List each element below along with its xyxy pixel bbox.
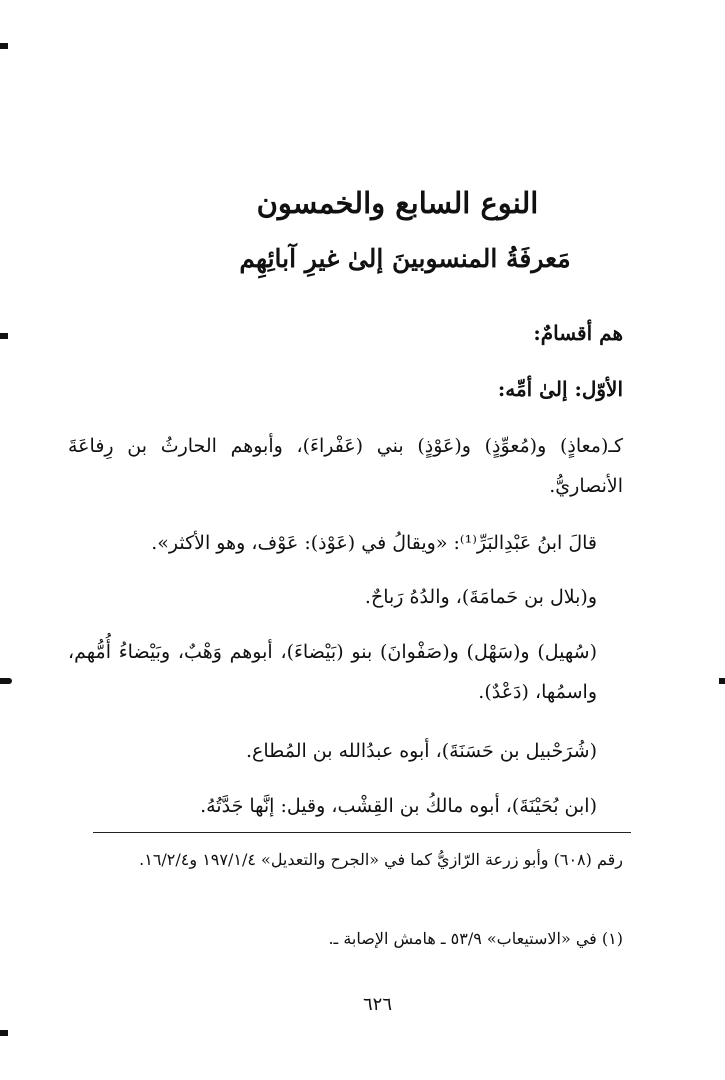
paragraph: قالَ ابنُ عَبْدِالبَرِّ⁽¹⁾: «ويقالُ في (عَوْذ): عَوْف، وهو الأكثر».	[151, 532, 597, 554]
page-number: ٦٢٦	[362, 994, 392, 1015]
groups-label: هم أقسامٌ:	[533, 321, 623, 345]
paragraph: (شُرَحْبيل بن حَسَنَةَ)، أبوه عبدُالله بن المُطاع.	[245, 740, 597, 762]
chapter-title: النوع السابع والخمسون	[256, 186, 539, 220]
first-section-label: الأوّل: إلىٰ أمِّه:	[497, 377, 623, 401]
chapter-subtitle: مَعرفَةُ المنسوبينَ إلىٰ غيرِ آبائِهِم	[239, 244, 571, 273]
paragraph: و(بلال بن حَمامَةَ)، والدُهُ رَباحٌ.	[364, 586, 597, 608]
margin-mark	[0, 333, 8, 339]
margin-mark	[0, 678, 12, 684]
paragraph: (ابن بُحَيْنَةَ)، أبوه مالكُ بن القِشْب، وقيل: إنَّها جَدَّتُهُ.	[200, 795, 597, 817]
paragraph: (سُهيل) و(سَهْل) و(صَفْوانَ) بنو (بَيْضاءَ)، أبوهم وَهْبٌ، وبَيْضاءُ أُمُّهم، واسمُها، (دَعْدٌ).	[68, 641, 597, 703]
footnote-separator	[93, 832, 631, 833]
margin-mark	[719, 678, 725, 684]
footnote: (١) في «الاستيعاب» ٥٣/٩ ـ هامش الإصابة ـ.	[328, 929, 623, 948]
margin-mark	[0, 1030, 8, 1036]
paragraph: كـ(معاذٍ) و(مُعوِّذٍ) و(عَوْذٍ) بني (عَفْراءَ)، وأبوهم الحارثُ بن رِفاعَةَ الأنصاريُّ.	[68, 435, 623, 497]
margin-mark	[0, 43, 8, 49]
footnote: رقم (٦٠٨) وأبو زرعة الرّازيُّ كما في «الجرح والتعديل» ١٩٧/١/٤ و١٦/٢/٤.	[139, 850, 623, 869]
